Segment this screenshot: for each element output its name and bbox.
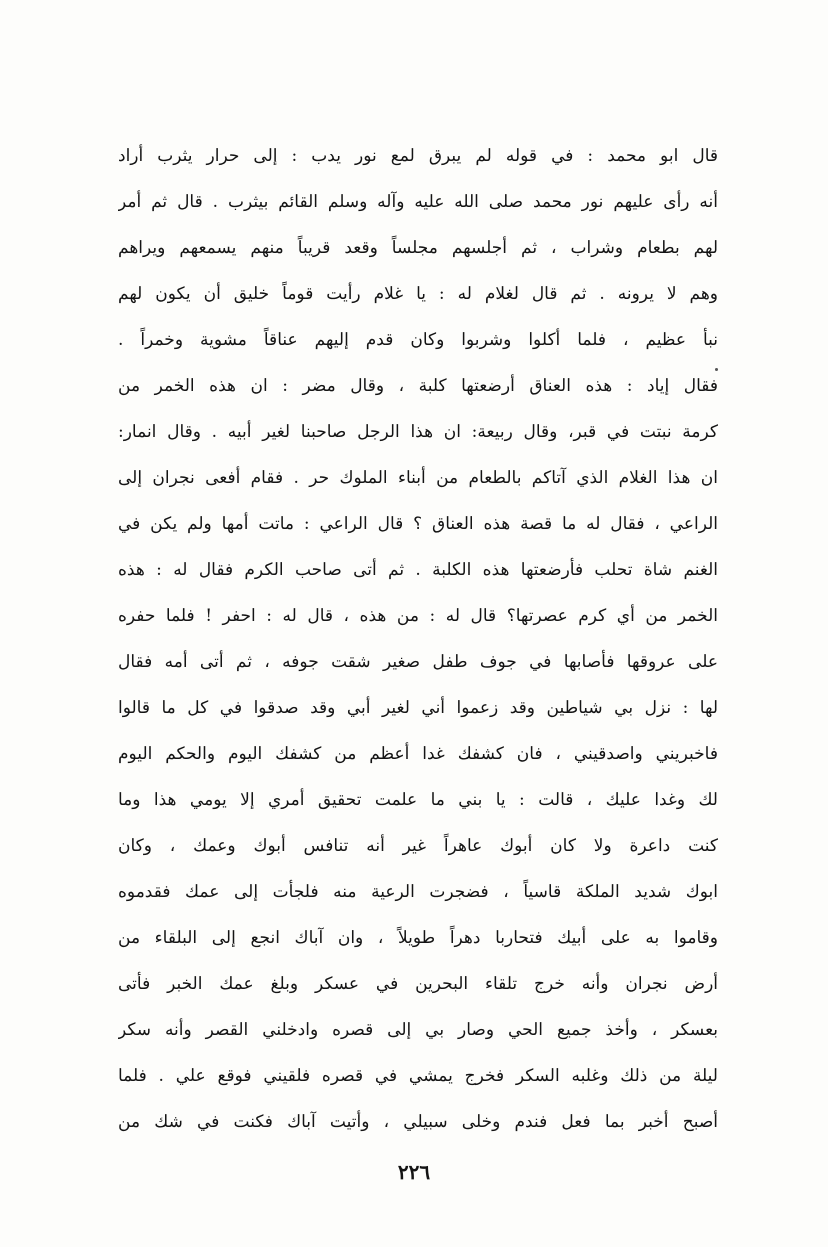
text-line: فقال إياد : هذه العناق أرضعتها كلبة ، وقال مضر : ان هذه الخمر من [118,376,718,396]
text-line: قال ابو محمد : في قوله لم يبرق لمع نور يدب : إلى حرار يثرب أراد [118,146,718,166]
text-line: ليلة من ذلك وغلبه السكر فخرج يمشي في قصره فلقيني فوقع علي . فلما [118,1066,718,1086]
text-line: فاخبريني واصدقيني ، فان كشفك غدا أعظم من كشفك اليوم والحكم اليوم [118,744,718,764]
text-line: نبأ عظيم ، فلما أكلوا وشربوا وكان قدم إليهم عناقاً مشوية وخمراً . [118,330,718,350]
text-line: أصبح أخبر بما فعل فندم وخلى سبيلي ، وأتيت آباك فكنت في شك من [118,1112,718,1132]
text-line: لها : نزل بي شياطين وقد زعموا أني لغير أبي وقد صدقوا في كل ما قالوا [118,698,718,718]
text-line: ان هذا الغلام الذي آتاكم بالطعام من أبناء الملوك حر . فقام أفعى نجران إلى [118,468,718,488]
text-line: كرمة نبتت في قبر، وقال ربيعة: ان هذا الرجل صاحبنا لغير أبيه . وقال انمار: [118,422,718,442]
text-line: وقاموا به على أبيك فتحاربا دهراً طويلاً ، وان آباك انجع إلى البلقاء من [118,928,718,948]
text-line: الغنم شاة تحلب فأرضعتها هذه الكلبة . ثم أتى صاحب الكرم فقال له : هذه [118,560,718,580]
text-line: ابوك شديد الملكة قاسياً ، فضجرت الرعية منه فلجأت إلى عمك فقدموه [118,882,718,902]
text-line: وهم لا يرونه . ثم قال لغلام له : يا غلام رأيت قوماً خليق أن يكون لهم [118,284,718,304]
text-line: لك وغدا عليك ، قالت : يا بني ما علمت تحقيق أمري إلا يومي هذا وما [118,790,718,810]
text-line: الخمر من أي كرم عصرتها؟ قال له : من هذه ، قال له : احفر ! فلما حفره [118,606,718,626]
text-line: أنه رأى عليهم نور محمد صلى الله عليه وآله وسلم القائم بيثرب . قال ثم أمر [118,192,718,212]
text-line: كنت داعرة ولا كان أبوك عاهراً غير أنه تنافس أبوك وعمك ، وكان [118,836,718,856]
body-text [118,133,718,1145]
margin-dot [715,368,718,371]
text-line: أرض نجران وأنه خرج تلقاء البحرين في عسكر وبلغ عمك الخبر فأتى [118,974,718,994]
page-number: ٢٢٦ [397,1160,431,1184]
text-line: لهم بطعام وشراب ، ثم أجلسهم مجلساً وقعد قريباً منهم يسمعهم ويراهم [118,238,718,258]
text-line: على عروقها فأصابها في جوف طفل صغير شقت جوفه ، ثم أتى أمه فقال [118,652,718,672]
text-line: الراعي ، فقال له ما قصة هذه العناق ؟ قال الراعي : ماتت أمها ولم يكن في [118,514,718,534]
text-line: بعسكر ، وأخذ جميع الحي وصار بي إلى قصره وادخلني القصر وأنه سكر [118,1020,718,1040]
